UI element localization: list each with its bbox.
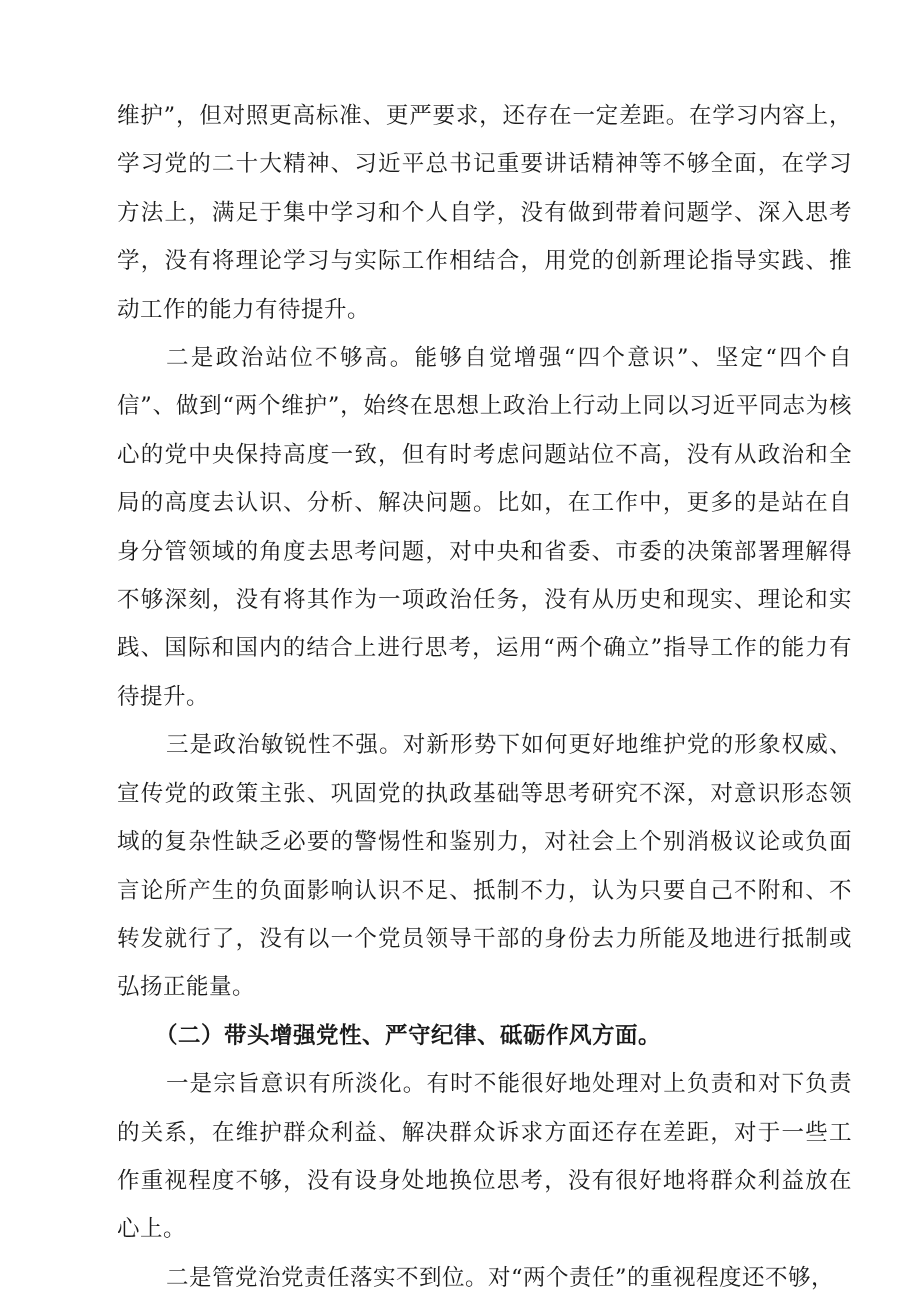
paragraph-purpose-awareness: 一是宗旨意识有所淡化。有时不能很好地处理对上负责和对下负责的关系，在维护群众利益、解决群众诉求方面还存在差距，对于一些工作重视程度不够，没有设身处地换位思考，没有很好地将群众利益放在心上。: [117, 1071, 852, 1243]
paragraph-political-sensitivity: 三是政治敏锐性不强。对新形势下如何更好地维护党的形象权威、宣传党的政策主张、巩固党的执政基础等思考研究不深，对意识形态领域的复杂性缺乏必要的警惕性和鉴别力，对社会上个别消极议论或负面言论所产生的负面影响认识不足、抵制不力，认为只要自己不附和、不转发就行了，没有以一个党员领导干部的身份去力所能及地进行抵制或弘扬正能量。: [117, 732, 852, 1001]
paragraph-party-governance: 二是管党治党责任落实不到位。对“两个责任”的重视程度还不够，: [166, 1264, 835, 1291]
section-heading: （二）带头增强党性、严守纪律、砥砺作风方面。: [155, 1022, 662, 1049]
document-body: [117, 92, 852, 1302]
paragraph-political-stance: 二是政治站位不够高。能够自觉增强“四个意识”、坚定“四个自信”、做到“两个维护”，始终在思想上政治上行动上同以习近平同志为核心的党中央保持高度一致，但有时考虑问题站位不高，没有从政治和全局的高度去认识、分析、解决问题。比如，在工作中，更多的是站在自身分管领域的角度去思考问题，对中央和省委、市委的决策部署理解得不够深刻，没有将其作为一项政治任务，没有从历史和现实、理论和实践、国际和国内的结合上进行思考，运用“两个确立”指导工作的能力有待提升。: [117, 345, 852, 710]
paragraph-continuation: 维护”，但对照更高标准、更严要求，还存在一定差距。在学习内容上，学习党的二十大精神、习近平总书记重要讲话精神等不够全面，在学习方法上，满足于集中学习和个人自学，没有做到带着问题学、深入思考学，没有将理论学习与实际工作相结合，用党的创新理论指导实践、推动工作的能力有待提升。: [117, 103, 852, 323]
